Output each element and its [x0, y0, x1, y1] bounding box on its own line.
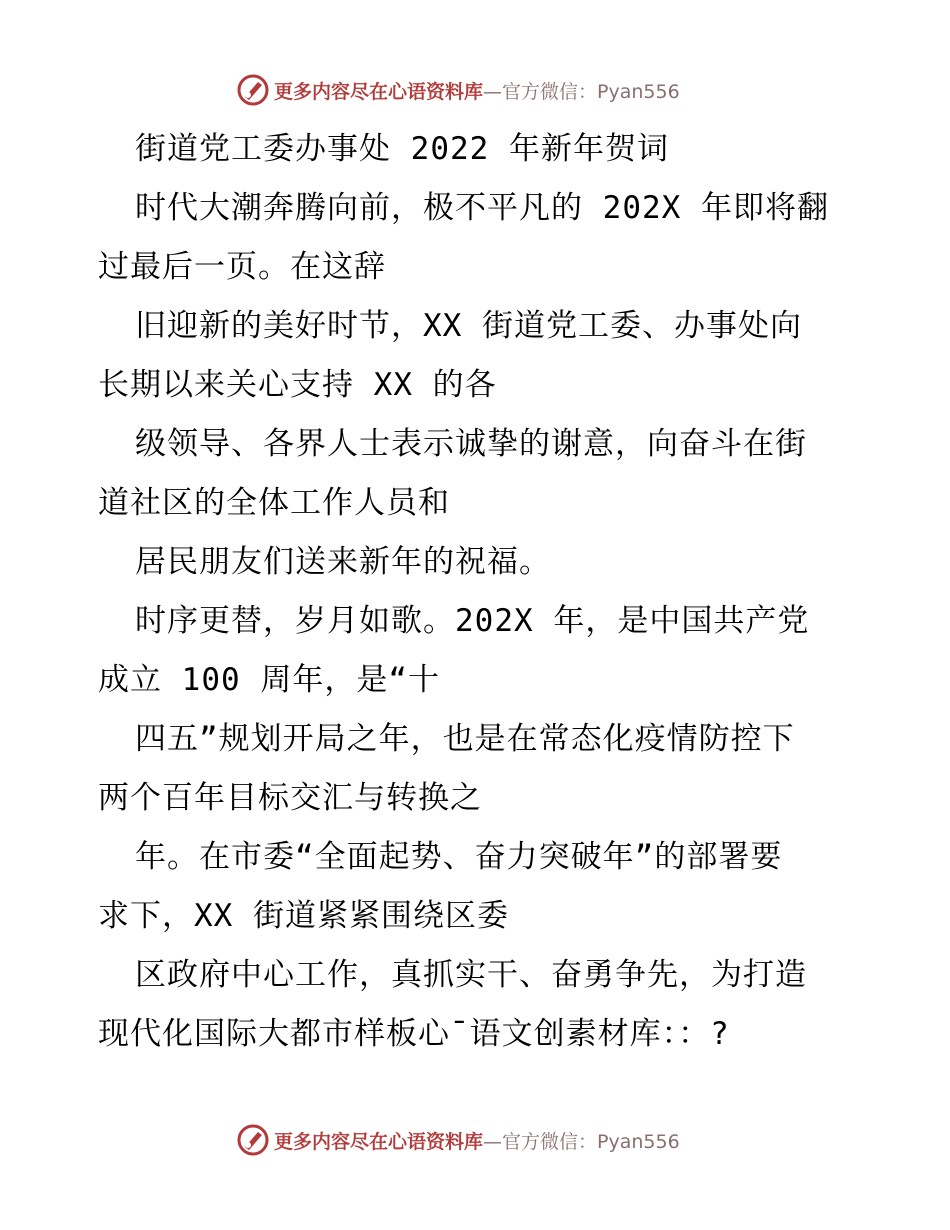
watermark-brand-text: 更多内容尽在心语资料库: [274, 1130, 484, 1153]
text-line: 求下，XX 街道紧紧围绕区委: [98, 898, 509, 934]
text-line: 旧迎新的美好时节，XX 街道党工委、办事处向: [135, 308, 802, 344]
text-line: 时序更替，岁月如歌。202X 年，是中国共产党: [135, 603, 810, 639]
text-line: 成立 100 周年，是“十: [98, 662, 440, 698]
text-line: 现代化国际大都市样板心¯语文创素材库：：?: [98, 1016, 730, 1052]
text-line: 居民朋友们送来新年的祝福。: [135, 544, 551, 580]
footer-watermark: [236, 1120, 680, 1160]
watermark-brand-text: 更多内容尽在心语资料库: [274, 80, 484, 103]
text-line: 长期以来关心支持 XX 的各: [98, 367, 497, 403]
watermark-contact-text: —官方微信：Pyan556: [483, 80, 680, 103]
brand-logo-icon: [236, 1123, 270, 1157]
header-watermark: [236, 70, 680, 110]
text-line: 级领导、各界人士表示诚挚的谢意，向奋斗在街: [135, 426, 807, 462]
text-line: 时代大潮奔腾向前，极不平凡的 202X 年即将翻: [135, 190, 829, 226]
text-line: 四五”规划开局之年，也是在常态化疫情防控下: [135, 721, 795, 757]
text-line: 道社区的全体工作人员和: [98, 485, 450, 521]
text-line: 过最后一页。在这辞: [98, 249, 386, 285]
text-line: 年。在市委“全面起势、奋力突破年”的部署要: [135, 839, 783, 875]
watermark-contact-text: —官方微信：Pyan556: [483, 1130, 680, 1153]
text-line: 区政府中心工作，真抓实干、奋勇争先，为打造: [135, 957, 807, 993]
text-line: 两个百年目标交汇与转换之: [98, 780, 482, 816]
document-body: [98, 120, 868, 1064]
brand-logo-icon: [236, 73, 270, 107]
document-title: 街道党工委办事处 2022 年新年贺词: [135, 131, 669, 167]
